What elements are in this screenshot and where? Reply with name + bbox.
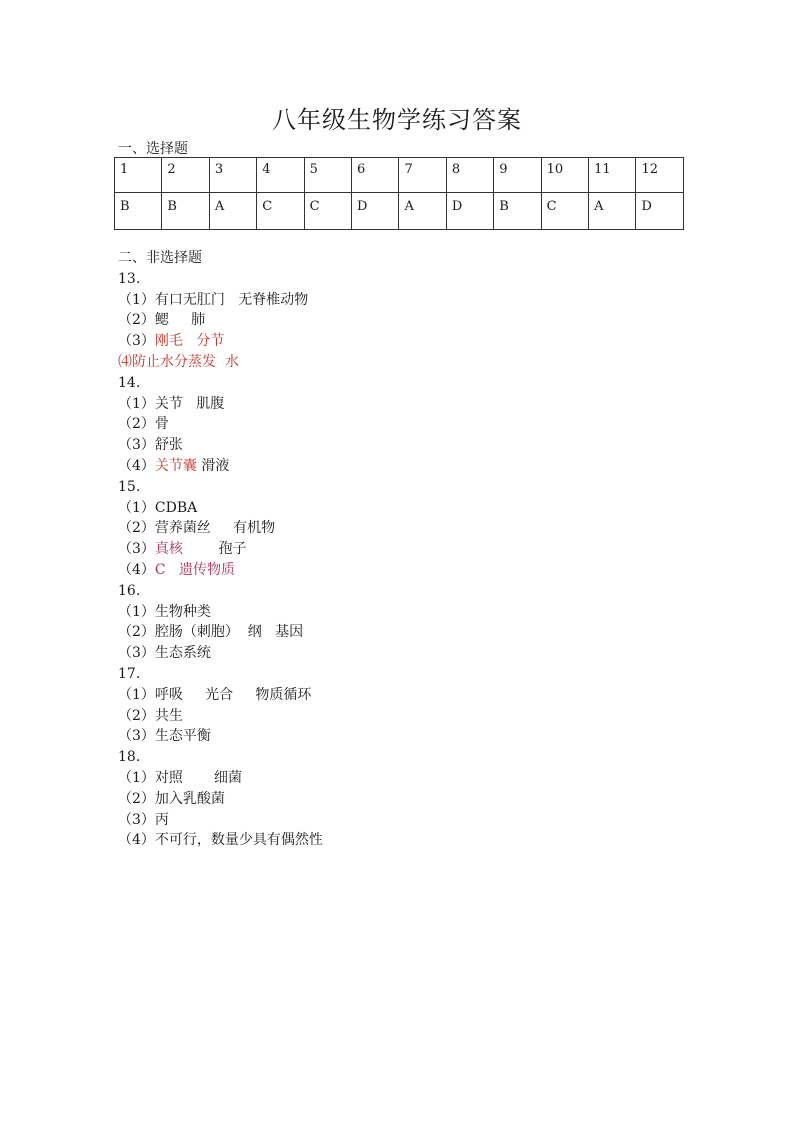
answer-line: （3）舒张 bbox=[118, 437, 183, 454]
answer-line: （1）对照 细菌 bbox=[118, 769, 243, 786]
highlighted-answer: 刚毛 分节 bbox=[154, 333, 225, 350]
table-cell: B bbox=[115, 193, 162, 230]
question-number: 16. bbox=[118, 582, 141, 599]
answer-prefix: （4） bbox=[118, 561, 155, 578]
table-cell: A bbox=[209, 193, 256, 230]
table-cell: 1 bbox=[115, 158, 162, 193]
answer-line: （2）共生 bbox=[118, 707, 183, 724]
table-cell: 11 bbox=[589, 158, 636, 193]
question-number: 17. bbox=[118, 665, 141, 682]
question-number-row bbox=[115, 158, 684, 193]
table-cell: 4 bbox=[257, 158, 304, 193]
table-cell: D bbox=[446, 193, 493, 230]
section-heading-non-choice: 二、非选择题 bbox=[118, 250, 202, 266]
highlighted-answer: 真核 bbox=[154, 541, 183, 558]
table-cell: 12 bbox=[636, 158, 684, 193]
answer-prefix: （4） bbox=[118, 457, 155, 474]
table-cell: C bbox=[541, 193, 588, 230]
question-number: 15. bbox=[118, 478, 141, 495]
table-cell: B bbox=[162, 193, 209, 230]
table-cell: 9 bbox=[494, 158, 541, 193]
question-number: 18. bbox=[118, 749, 141, 766]
answer-line bbox=[118, 539, 323, 560]
table-cell: 8 bbox=[446, 158, 493, 193]
choice-answer-table bbox=[114, 157, 684, 230]
table-cell: 10 bbox=[541, 158, 588, 193]
answer-line: （1）生物种类 bbox=[118, 603, 211, 620]
question-number: 14. bbox=[118, 374, 141, 391]
answer-line: （2）加入乳酸菌 bbox=[118, 790, 225, 807]
answer-line: （3）丙 bbox=[118, 811, 169, 828]
answer-line: （2）腔肠（刺胞） 纲 基因 bbox=[118, 624, 304, 641]
answer-text: 滑液 bbox=[196, 457, 230, 474]
answer-line: （2）营养菌丝 有机物 bbox=[118, 520, 276, 537]
answer-line: ⑷防止水分蒸发 水 bbox=[118, 353, 239, 370]
table-cell: 3 bbox=[209, 158, 256, 193]
answer-line: （2）鳃 肺 bbox=[118, 312, 206, 329]
answer-line: （3）生态系统 bbox=[118, 645, 211, 662]
answer-line: （2）骨 bbox=[118, 416, 169, 433]
table-cell: 7 bbox=[399, 158, 446, 193]
table-cell: C bbox=[304, 193, 351, 230]
table-cell: C bbox=[257, 193, 304, 230]
section-heading-choice: 一、选择题 bbox=[118, 141, 188, 157]
table-cell: A bbox=[399, 193, 446, 230]
answer-line bbox=[118, 331, 323, 352]
table-cell: 6 bbox=[352, 158, 399, 193]
non-choice-section bbox=[118, 248, 323, 851]
table-cell: B bbox=[494, 193, 541, 230]
table-cell: 5 bbox=[304, 158, 351, 193]
answer-prefix: （3） bbox=[118, 541, 155, 558]
answer-line: （4）不可行，数量少具有偶然性 bbox=[118, 832, 323, 849]
table-cell: A bbox=[589, 193, 636, 230]
answer-line: （1）CDBA bbox=[118, 499, 198, 516]
answer-prefix: （3） bbox=[118, 333, 155, 350]
table-cell: D bbox=[352, 193, 399, 230]
answer-line: （3）生态平衡 bbox=[118, 728, 211, 745]
answer-text: 孢子 bbox=[182, 541, 247, 558]
question-number: 13. bbox=[118, 270, 141, 287]
answer-line: （1）有口无肛门 无脊椎动物 bbox=[118, 291, 309, 308]
highlighted-answer: C 遗传物质 bbox=[154, 561, 235, 578]
highlighted-answer: 关节囊 bbox=[154, 457, 197, 474]
answer-line bbox=[118, 560, 323, 581]
answer-line: （1）呼吸 光合 物质循环 bbox=[118, 686, 312, 703]
document-title: 八年级生物学练习答案 bbox=[272, 106, 522, 134]
table-cell: D bbox=[636, 193, 684, 230]
answer-line bbox=[118, 456, 323, 477]
answer-letter-row bbox=[115, 193, 684, 230]
table-cell: 2 bbox=[162, 158, 209, 193]
answer-line: （1）关节 肌腹 bbox=[118, 395, 225, 412]
